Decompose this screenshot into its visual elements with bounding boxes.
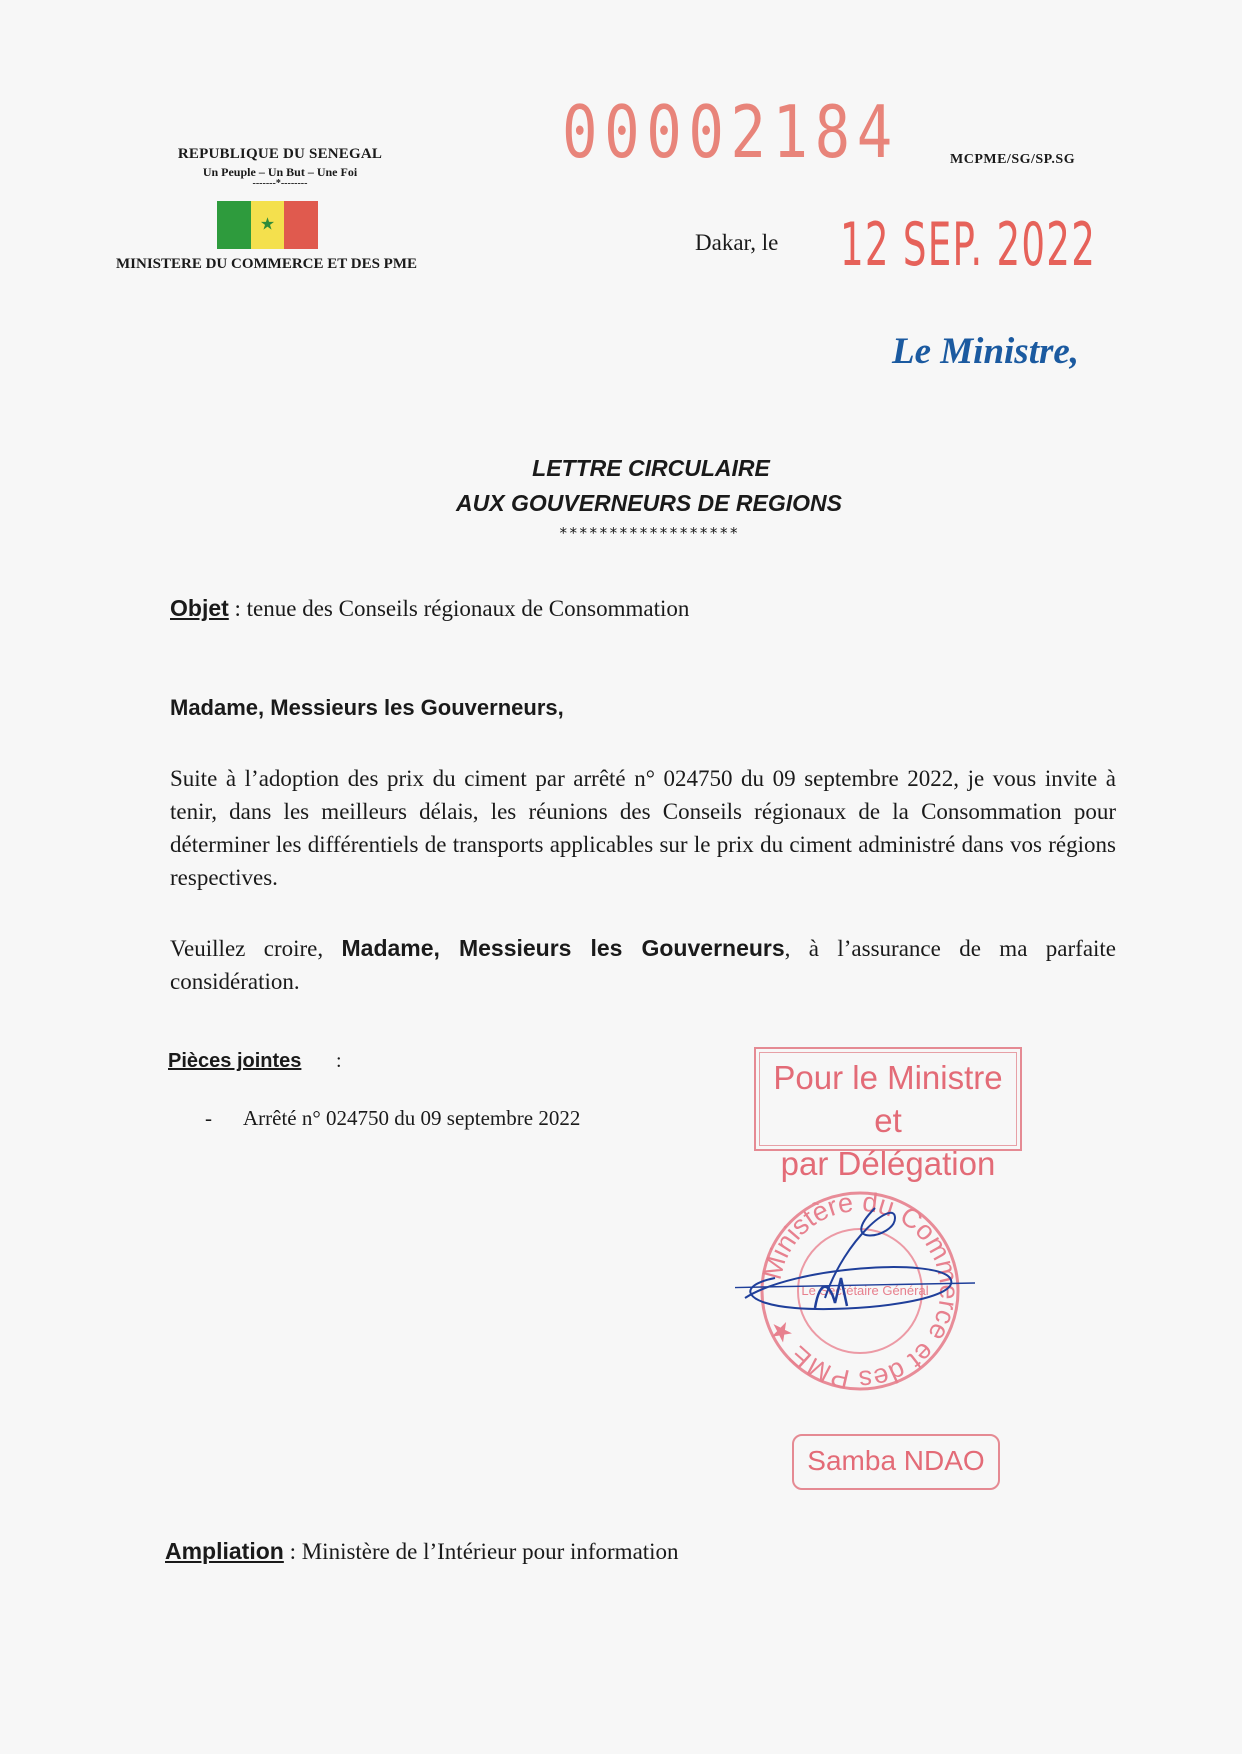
attachment-item [205, 1106, 580, 1131]
letterhead [110, 146, 490, 272]
delegation-stamp [754, 1047, 1022, 1182]
republic-name: REPUBLIQUE DU SENEGAL [177, 146, 383, 162]
list-bullet: - [205, 1106, 212, 1130]
document-title: LETTRE CIRCULAIRE [532, 455, 770, 481]
closing-start: Veuillez croire, [170, 936, 342, 961]
date-stamp: 12 SEP. 2022 [840, 210, 1097, 280]
delegation-line-2: par Délégation [780, 1145, 996, 1182]
title-separator: ****************** [558, 524, 740, 542]
ampliation-text: : Ministère de l’Intérieur pour information [283, 1539, 679, 1564]
signatory-stamp: Samba NDAO [792, 1434, 1000, 1490]
ministry-name: MINISTERE DU COMMERCE ET DES PME [116, 256, 418, 272]
ampliation-line [165, 1538, 679, 1565]
motto-separator: -------*-------- [252, 178, 308, 189]
sender-title: Le Ministre, [892, 331, 1080, 372]
subject-label: Objet [170, 595, 229, 621]
closing-paragraph [170, 932, 1116, 998]
subject-line [170, 595, 689, 622]
date-place: Dakar, le [695, 230, 779, 255]
body-paragraph: Suite à l’adoption des prix du ciment par arrêté n° 024750 du 09 septembre 2022, je vous invite à tenir, dans les meilleurs délais, les réunions des Conseils régionaux de la Consommation pour déterminer les différentiels de transports applicables sur le prix du ciment administré dans vos régions respectives. [170, 766, 1116, 890]
seal-center-text: Le Secrétaire Général [801, 1283, 929, 1298]
attachments-label: Pièces jointes [168, 1050, 302, 1072]
subject-text: : tenue des Conseils régionaux de Consommation [228, 596, 690, 621]
attachments-colon: : [336, 1050, 342, 1072]
star-icon: ★ [259, 214, 276, 235]
seal-ring-text: Ministère du Commerce et des PME ★ [756, 1186, 965, 1396]
attachment-text: Arrêté n° 024750 du 09 septembre 2022 [243, 1106, 581, 1130]
document-subtitle: AUX GOUVERNEURS DE REGIONS [456, 490, 842, 516]
delegation-line-1: Pour le Ministre et [773, 1059, 1003, 1139]
reference-code: MCPME/SG/SP.SG [950, 152, 1076, 167]
official-seal-icon [735, 1178, 975, 1398]
senegal-flag-icon [217, 201, 318, 249]
ampliation-label: Ampliation [165, 1538, 284, 1564]
national-motto: Un Peuple – Un But – Une Foi [202, 165, 358, 179]
closing-end: , à l’assurance de ma parfaite considération. [170, 936, 1117, 994]
closing-addressee: Madame, Messieurs les Gouverneurs [341, 935, 785, 961]
salutation: Madame, Messieurs les Gouverneurs, [170, 695, 564, 720]
registration-number-stamp: 00002184 [562, 90, 899, 174]
